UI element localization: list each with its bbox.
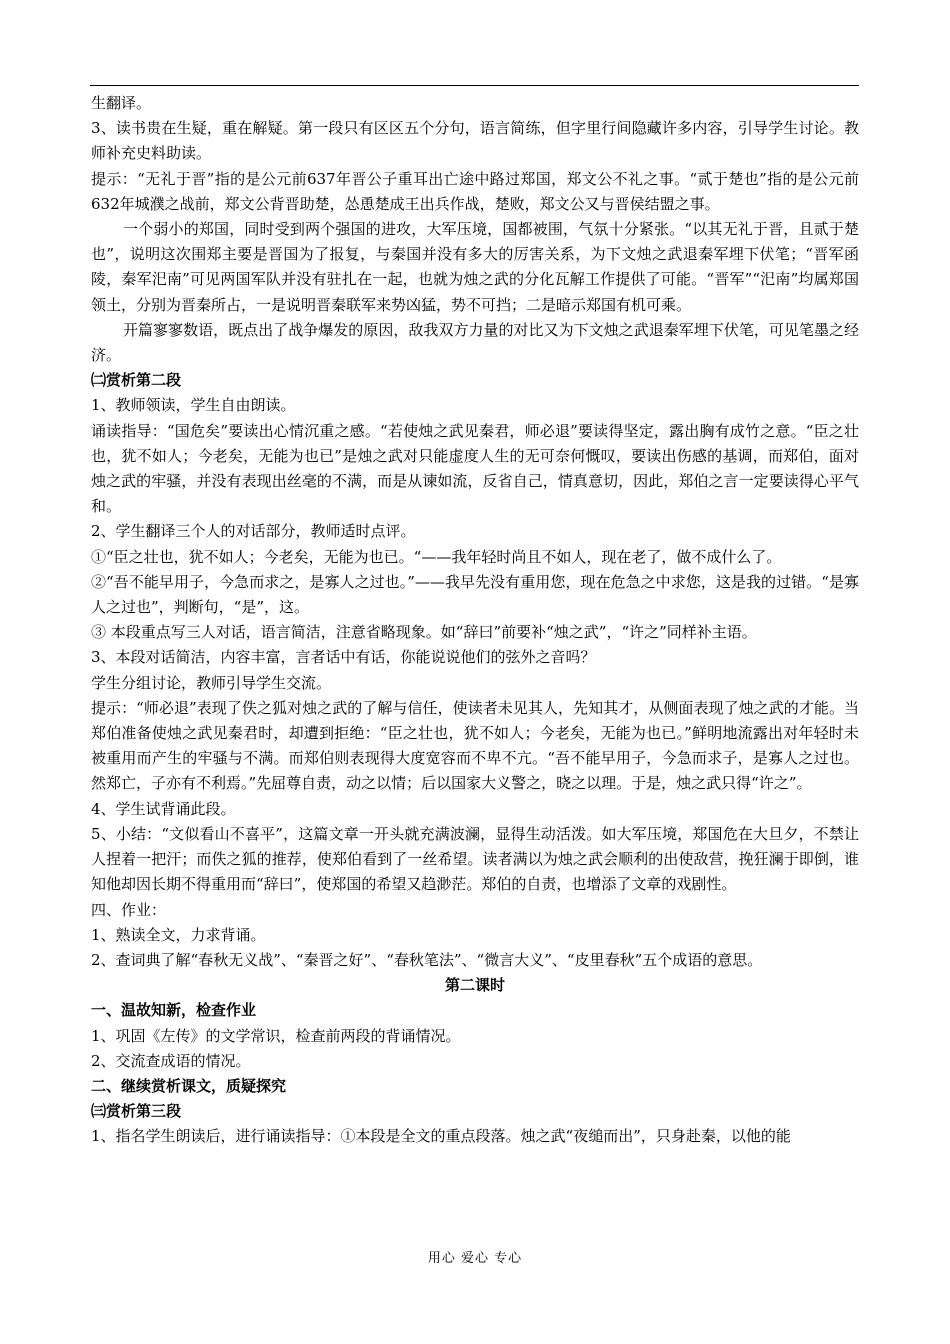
document-body bbox=[91, 91, 859, 1150]
paragraph: 4、学生试背诵此段。 bbox=[91, 799, 236, 818]
section-heading: ㈡赏析第二段 bbox=[91, 371, 182, 390]
section-heading: ㈢赏析第三段 bbox=[91, 1102, 182, 1121]
paragraph: 3、本段对话简洁，内容丰富，言者话中有话，你能说说他们的弦外之音吗？ bbox=[91, 648, 596, 667]
paragraph: ①“臣之壮也，犹不如人；今老矣，无能为也已。“——我年轻时尚且不如人，现在老了，做不成什么了。 bbox=[91, 547, 782, 566]
paragraph: 3、读书贵在生疑，重在解疑。第一段只有区区五个分句，语言简练，但字里行间隐藏许多内容，引导学生讨论。教师补充史料助读。 bbox=[91, 119, 859, 163]
paragraph: 1、巩固《左传》的文学常识，检查前两段的背诵情况。 bbox=[91, 1026, 461, 1045]
paragraph: 1、熟读全文，力求背诵。 bbox=[91, 925, 266, 944]
paragraph: 2、交流查成语的情况。 bbox=[91, 1051, 251, 1070]
paragraph: ②“吾不能早用子，今急而求之，是寡人之过也。”——我早先没有重用您，现在危急之中求您，这是我的过错。“是寡人之过也”，判断句，“是”，这。 bbox=[91, 572, 859, 617]
lesson-title: 第二课时 bbox=[444, 976, 505, 995]
paragraph: 1、指名学生朗读后，进行诵读指导：①本段是全文的重点段落。烛之武“夜缒而出”，只身赴秦，以他的能 bbox=[91, 1127, 791, 1146]
header-rule bbox=[90, 85, 859, 86]
paragraph: 5、小结：“文似看山不喜平”，这篇文章一开头就充满波澜，显得生动活泼。如大军压境，郑国危在大旦夕，不禁让人捏着一把汗；而佚之狐的推荐，使郑伯看到了一丝希望。读者满以为烛之武会顺利的出使敌营，挽狂澜于即倒，谁知他却因长期不得重用而“辞曰”，使郑国的希望又趋渺茫。郑伯的自责，也增添了文章的戏剧性。 bbox=[91, 824, 859, 894]
page-footer: 用心 爱心 专心 bbox=[427, 1251, 523, 1266]
paragraph: 生翻译。 bbox=[91, 94, 152, 112]
section-heading: 二、继续赏析课文，质疑探究 bbox=[91, 1076, 287, 1095]
paragraph: 诵读指导：“国危矣”要读出心情沉重之感。“若使烛之武见秦君，师必退”要读得坚定，露出胸有成竹之意。“臣之壮也，犹不如人；今老矣，无能为也已”是烛之武对只能虚度人生的无可奈何慨叹，要读出伤感的基调，而郑伯，面对烛之武的牢骚，并没有表现出丝毫的不满，而是从谏如流，反省自己，情真意切，因此，郑伯之言一定要读得心平气和。 bbox=[91, 421, 859, 516]
paragraph: ③ 本段重点写三人对话，语言简洁，注意省略现象。如“辞曰”前要补“烛之武”，“许之”同样补主语。 bbox=[91, 623, 757, 642]
paragraph: 1、教师领读，学生自由朗读。 bbox=[91, 396, 296, 415]
paragraph: 开篇寥寥数语，既点出了战争爆发的原因，敌我双方力量的对比又为下文烛之武退秦军埋下伏笔，可见笔墨之经济。 bbox=[91, 320, 859, 365]
paragraph: 学生分组讨论，教师引导学生交流。 bbox=[91, 673, 332, 692]
paragraph: 四、作业： bbox=[91, 900, 167, 919]
paragraph: 2、学生翻译三个人的对话部分，教师适时点评。 bbox=[91, 522, 416, 541]
paragraph: 一个弱小的郑国，同时受到两个强国的进攻，大军压境，国都被围，气氛十分紧张。“以其无礼于晋，且贰于楚也”，说明这次围郑主要是晋国为了报复，与秦国并没有多大的厉害关系，为下文烛之武退秦军埋下伏笔；“晋军函陵，秦军汜南”可见两国军队并没有驻扎在一起，也就为烛之武的分化瓦解工作提供了可能。“晋军”“汜南”均属郑国领土，分别为晋秦所占，一是说明晋秦联军来势凶猛，势不可挡；二是暗示郑国有机可乘。 bbox=[91, 220, 859, 314]
section-heading: 一、温故知新，检查作业 bbox=[91, 1001, 257, 1020]
paragraph: 提示：“师必退”表现了佚之狐对烛之武的了解与信任，使读者未见其人，先知其才，从侧面表现了烛之武的才能。当郑伯准备使烛之武见秦君时，却遭到拒绝：“臣之壮也，犹不如人；今老矣，无能为也已。”鲜明地流露出对年轻时未被重用而产生的牢骚与不满。而郑伯则表现得大度宽容而不卑不亢。“吾不能早用子，今急而求子，是寡人之过也。然郑亡，子亦有不利焉。”先屈尊自责，动之以情；后以国家大义警之，晓之以理。于是，烛之武只得“许之”。 bbox=[91, 698, 859, 793]
paragraph: 2、查词典了解“春秋无义战”、“秦晋之好”、“春秋笔法”、“微言大义”、“皮里春秋”五个成语的意思。 bbox=[91, 950, 763, 969]
paragraph: 提示：“无礼于晋”指的是公元前637年晋公子重耳出亡途中路过郑国，郑文公不礼之事。“贰于楚也”指的是公元前632年城濮之战前，郑文公背晋助楚，怂恿楚成王出兵作战，楚败，郑文公又与晋侯结盟之事。 bbox=[91, 169, 859, 213]
